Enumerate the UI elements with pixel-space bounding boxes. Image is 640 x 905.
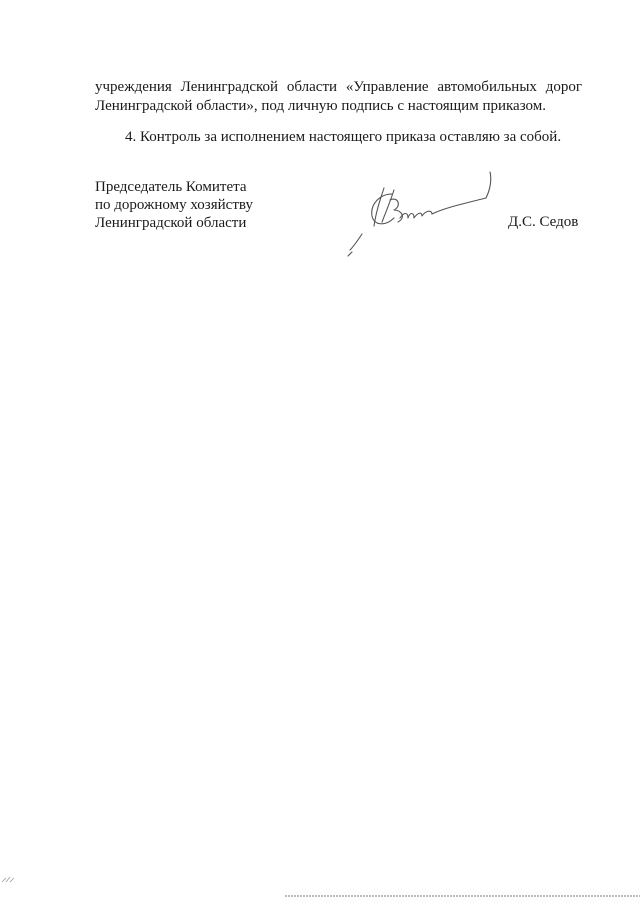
signatory-title-block — [95, 178, 253, 232]
scan-artifact-corner — [0, 872, 22, 884]
signatory-title-line-2: по дорожному хозяйству — [95, 197, 253, 213]
paragraph-continuation — [95, 78, 582, 116]
handwritten-signature — [340, 160, 510, 260]
paragraph-line-2: Ленинградской области», под личную подпись с настоящим приказом. — [95, 98, 547, 114]
scan-artifact-bottom-line — [285, 884, 640, 886]
signatory-title-line-1: Председатель Комитета — [95, 179, 247, 195]
paragraph-item-4: 4. Контроль за исполнением настоящего приказа оставляю за собой. — [125, 129, 562, 145]
paragraph-line-1: учреждения Ленинградской области «Управление автомобильных дорог — [95, 79, 582, 95]
signatory-title-line-3: Ленинградской области — [95, 215, 247, 231]
signer-name: Д.С. Седов — [508, 214, 579, 230]
